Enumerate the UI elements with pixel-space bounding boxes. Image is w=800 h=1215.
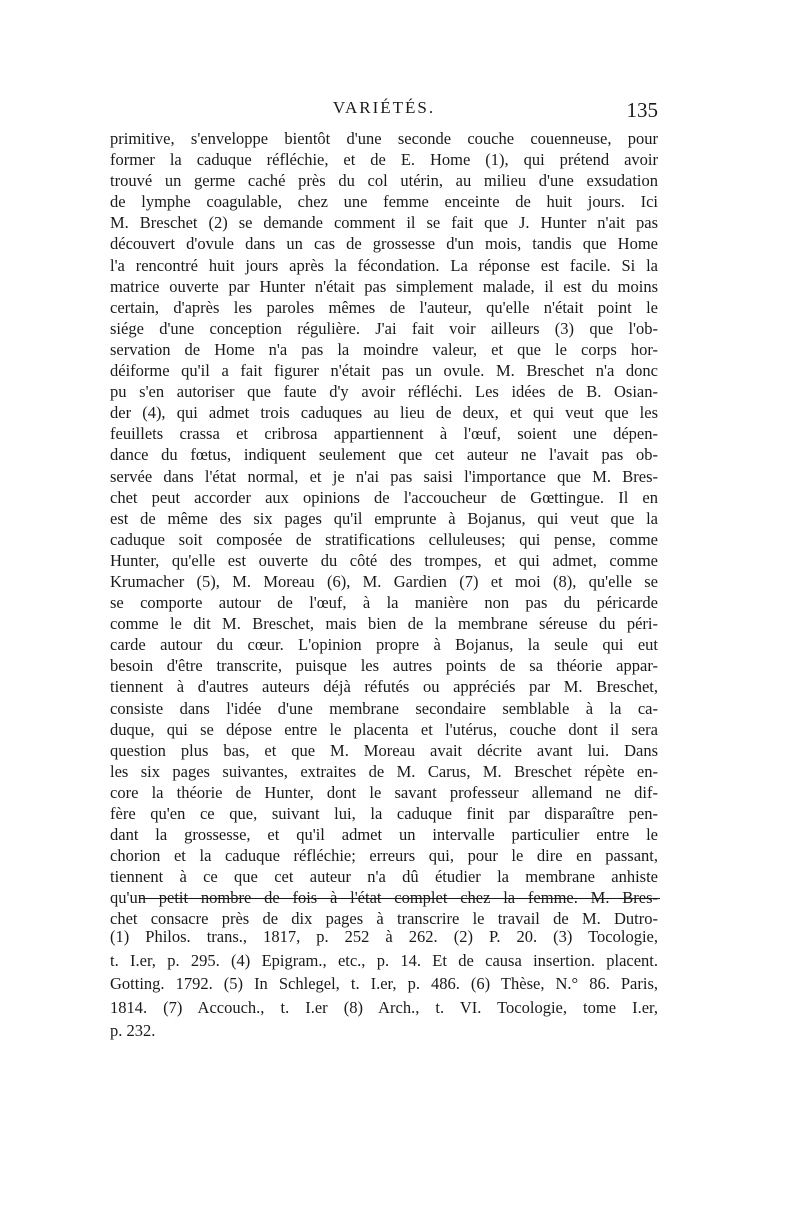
text-line: l'a rencontré huit jours après la fécondation. La réponse est facile. Si la [110, 255, 658, 275]
text-line: certain, d'après les paroles mêmes de l'auteur, qu'elle n'était point le [110, 297, 658, 317]
text-line: fère qu'en ce que, suivant lui, la caduque finit par disparaître pen- [110, 804, 658, 823]
text-line: Hunter, qu'elle est ouverte du côté des trompes, et qui admet, comme [110, 550, 658, 570]
body-text [110, 128, 658, 930]
text-line: question plus bas, et que M. Moreau avait décrite avant lui. Dans [110, 740, 658, 760]
footnote-line: p. 232. [110, 1021, 156, 1040]
text-line: primitive, s'enveloppe bientôt d'une seconde couche couenneuse, pour [110, 129, 658, 148]
text-line: der (4), qui admet trois caduques au lieu de deux, et qui veut que les [110, 403, 658, 423]
text-line: chorion et la caduque réfléchie; erreurs qui, pour le dire en passant, [110, 846, 658, 866]
text-line: carde autour du cœur. L'opinion propre à Bojanus, la seule qui eut [110, 635, 658, 655]
text-line: siége d'une conception régulière. J'ai fait voir ailleurs (3) que l'ob- [110, 318, 658, 338]
footnote-divider [140, 898, 660, 899]
text-line: les six pages suivantes, extraites de M. Carus, M. Breschet répète en- [110, 761, 658, 781]
page-number: 135 [626, 98, 658, 122]
text-line: caduque soit composée de stratifications celluleuses; qui pense, comme [110, 529, 658, 549]
text-line: dance du fœtus, indiquent seulement que cet auteur ne l'avait pas ob- [110, 445, 658, 465]
text-line: Krumacher (5), M. Moreau (6), M. Gardien (7) et moi (8), qu'elle se [110, 571, 658, 591]
text-line: consiste dans l'idée d'une membrane secondaire semblable à la ca- [110, 698, 658, 718]
text-line: M. Breschet (2) se demande comment il se fait que J. Hunter n'ait pas [110, 213, 658, 233]
text-line: est de même des six pages qu'il emprunte à Bojanus, qui veut que la [110, 508, 658, 528]
text-line: chet peut accorder aux opinions de l'accoucheur de Gœttingue. Il en [110, 487, 658, 507]
text-line: se comporte autour de l'œuf, à la manière non pas du péricarde [110, 593, 658, 613]
text-line: servée dans l'état normal, et je n'ai pas saisi l'importance que M. Bres- [110, 466, 658, 486]
text-line: dant la grossesse, et qu'il admet un intervalle particulier entre le [110, 825, 658, 845]
footnote-line: t. I.er, p. 295. (4) Epigram., etc., p. 14. Et de causa insertion. placent. [110, 950, 658, 970]
footnote-line: Gotting. 1792. (5) In Schlegel, t. I.er, p. 486. (6) Thèse, N.° 86. Paris, [110, 974, 658, 993]
text-line: qu'un petit nombre de fois à l'état complet chez la femme. M. Bres- [110, 888, 658, 908]
footnotes [110, 925, 658, 1043]
text-line: feuillets crassa et cribrosa appartiennent à l'œuf, soient une dépen- [110, 424, 658, 444]
text-line: de lymphe coagulable, chez une femme enceinte de huit jours. Ici [110, 192, 658, 212]
text-line: tiennent à ce que cet auteur n'a dû étudier la membrane anhiste [110, 867, 658, 887]
text-line: déiforme qu'il a fait figurer n'était pas un ovule. M. Breschet n'a donc [110, 361, 658, 381]
page-header [110, 98, 658, 122]
text-line: pu s'en autoriser que faute d'y avoir réfléchi. Les idées de B. Osian- [110, 382, 658, 402]
text-line: matrice ouverte par Hunter n'était pas simplement malade, il est du moins [110, 276, 658, 296]
text-line: découvert d'ovule dans un cas de grossesse d'un mois, tandis que Home [110, 234, 658, 254]
footnote-line: 1814. (7) Accouch., t. I.er (8) Arch., t. VI. Tocologie, tome I.er, [110, 997, 658, 1017]
text-line: former la caduque réfléchie, et de E. Home (1), qui prétend avoir [110, 150, 658, 170]
text-line: comme le dit M. Breschet, mais bien de la membrane séreuse du péri- [110, 614, 658, 634]
text-line: duque, qui se dépose entre le placenta et l'utérus, couche dont il sera [110, 719, 658, 739]
footnote-line: (1) Philos. trans., 1817, p. 252 à 262. (2) P. 20. (3) Tocologie, [110, 927, 658, 946]
text-line: servation de Home n'a pas la moindre valeur, et que le corps hor- [110, 339, 658, 359]
text-line: trouvé un germe caché près du col utérin, au milieu d'une exsudation [110, 171, 658, 191]
text-line: chet consacre près de dix pages à transcrire le travail de M. Dutro- [110, 909, 658, 929]
text-line: core la théorie de Hunter, dont le savant professeur allemand ne dif- [110, 782, 658, 802]
running-head: VARIÉTÉS. [332, 98, 436, 117]
text-line: tiennent à d'autres auteurs déjà réfutés ou appréciés par M. Breschet, [110, 677, 658, 697]
text-line: besoin d'être transcrite, puisque les autres points de sa théorie appar- [110, 656, 658, 676]
